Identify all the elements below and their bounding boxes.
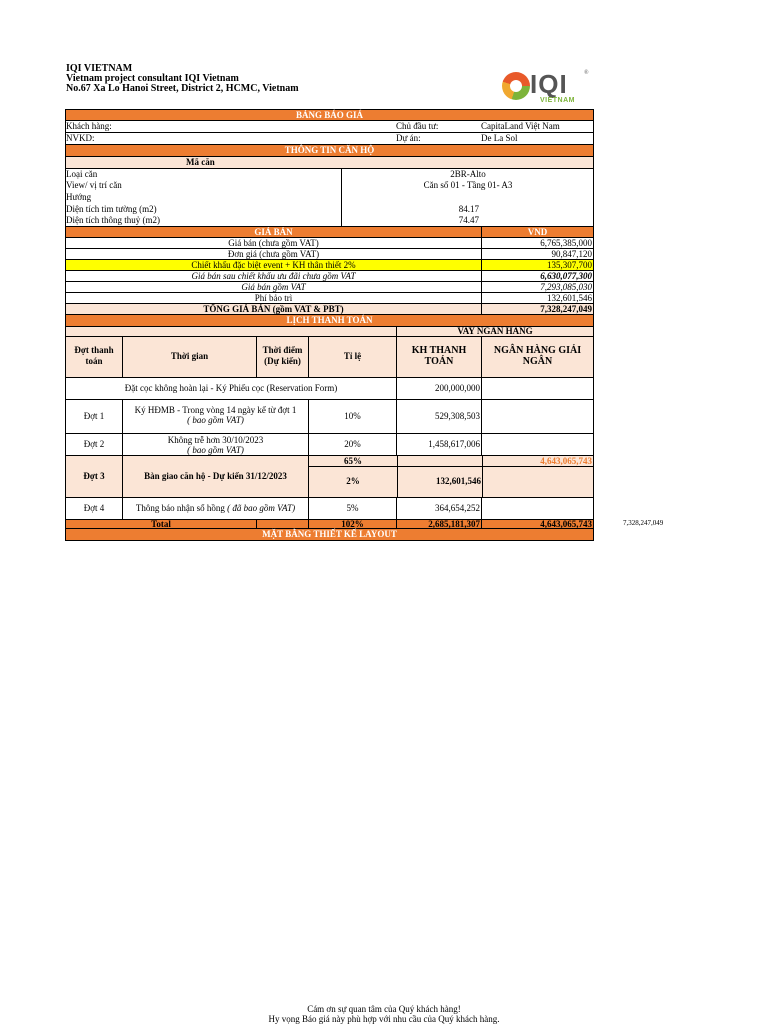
side-total: 7,328,247,049: [623, 519, 664, 527]
quote-title: BẢNG BÁO GIÁ: [65, 109, 594, 121]
col-kh: KH THANH TOÁN: [396, 337, 481, 377]
price-base-value: 6,765,385,000: [481, 238, 593, 248]
d4-time-cell: [122, 498, 308, 519]
project-value: De La Sol: [481, 133, 518, 143]
d3-name: Đợt 3: [83, 471, 105, 481]
iqi-logo: [500, 70, 590, 106]
bank-title-row: [65, 327, 594, 337]
price-after-discount-label: Giá bán sau chiết khấu ưu đãi chưa gồm VAT: [191, 271, 356, 281]
price-header-row: [65, 227, 594, 238]
price-row-discount: [65, 260, 594, 271]
d3-top-row: [308, 456, 593, 467]
col-time: Thời gian: [122, 337, 256, 377]
d2-name: Đợt 2: [83, 439, 105, 449]
d3-bank-a: 4,643,065,743: [482, 456, 593, 466]
total-bank: 4,643,065,743: [481, 520, 593, 528]
price-discount-label: Chiết khấu đặc biệt event + KH thân thiết 2%: [191, 260, 356, 270]
d4-name: Đợt 4: [83, 503, 105, 513]
area-wall-value: 84.17: [458, 204, 479, 214]
installment-4-row: [65, 498, 594, 520]
schedule-header-row: [65, 337, 594, 378]
customer-row: [65, 121, 594, 133]
installment-3-row: [65, 456, 594, 498]
footer: [0, 1004, 768, 1024]
d2-time-cell: [122, 434, 308, 455]
customer-label: Khách hàng:: [66, 121, 112, 131]
deposit-row: [65, 378, 594, 400]
d1-kh: 529,308,503: [396, 400, 481, 433]
price-vat-value: 7,293,085,030: [481, 282, 593, 292]
project-label: Dự án:: [396, 133, 421, 143]
col-bank: NGÂN HÀNG GIẢI NGÂN: [481, 337, 593, 377]
area-clear-value: 74.47: [458, 215, 479, 225]
company-address: No.67 Xa Lo Hanoi Street, District 2, HCMC, Vietnam: [66, 83, 299, 94]
schedule-total-row: [65, 520, 594, 529]
d1-time-cell: [122, 400, 308, 433]
price-row-after-discount: [65, 271, 594, 282]
d3-ratio-a: 65%: [344, 456, 362, 466]
price-currency: VND: [481, 227, 593, 237]
quote-sheet: [65, 109, 594, 541]
installment-1-row: [65, 400, 594, 434]
price-total-row: [65, 304, 594, 315]
price-vat-label: Giá bán gồm VAT: [241, 282, 306, 292]
company-info: [66, 64, 299, 94]
price-unit-label: Đơn giá (chưa gồm VAT): [227, 249, 320, 259]
d1-name: Đợt 1: [83, 411, 105, 421]
d2-time: Không trễ hơn 30/10/2023: [167, 435, 264, 445]
price-maintenance-label: Phí bảo trì: [254, 293, 293, 303]
company-name: IQI VIETNAM: [66, 63, 133, 74]
layout-title: MẶT BẰNG THIẾT KẾ LAYOUT: [65, 529, 594, 541]
total-kh: 2,685,181,307: [396, 520, 481, 528]
d4-kh: 364,654,252: [396, 498, 481, 519]
col-expected: Thời điểm (Dự kiến): [256, 337, 308, 377]
area-wall-label: Diện tích tim tường (m2): [66, 204, 157, 214]
col-installment: Đợt thanh toán: [74, 345, 114, 366]
d4-note: ( đã bao gồm VAT): [227, 503, 296, 513]
d1-time: Ký HĐMB - Trong vòng 14 ngày kể từ đợt 1: [134, 405, 297, 415]
d1-note: ( bao gồm VAT): [187, 415, 244, 425]
d4-time: Thông báo nhận sổ hồng: [135, 503, 225, 513]
d3-kh-b: 132,601,546: [397, 467, 482, 497]
d1-ratio: 10%: [308, 400, 396, 433]
price-row-unit: [65, 249, 594, 260]
total-ratio: 102%: [308, 520, 396, 528]
price-base-label: Giá bán (chưa gồm VAT): [228, 238, 319, 248]
unit-direction-label: Hướng: [66, 192, 92, 202]
price-unit-value: 90,847,120: [481, 249, 593, 259]
logo-circle-icon: [502, 72, 530, 100]
price-row-vat: [65, 282, 594, 293]
installment-2-row: [65, 434, 594, 456]
area-clear-label: Diện tích thông thuỷ (m2): [66, 215, 160, 225]
price-row-maintenance: [65, 293, 594, 304]
unit-info-title: THÔNG TIN CĂN HỘ: [65, 145, 594, 157]
schedule-title: LỊCH THANH TOÁN: [65, 315, 594, 327]
footer-line-1: Cám ơn sự quan tâm của Quý khách hàng!: [307, 1004, 461, 1014]
footer-line-2: Hy vọng Báo giá này phù hợp với nhu cầu của Quý khách hàng.: [268, 1014, 500, 1024]
d2-ratio: 20%: [308, 434, 396, 455]
price-discount-value: 135,307,700: [481, 260, 593, 270]
d4-ratio: 5%: [308, 498, 396, 519]
logo-subtext: VIETNAM: [540, 97, 575, 104]
d2-note: ( bao gồm VAT): [187, 445, 244, 455]
price-after-discount-value: 6,630,077,300: [481, 271, 593, 281]
col-ratio: Tỉ lệ: [308, 337, 396, 377]
unit-view-label: View/ vị trí căn: [66, 180, 122, 190]
unit-view-value: Căn số 01 - Tầng 01- A3: [423, 180, 513, 190]
unit-code-label: Mã căn: [186, 157, 215, 167]
price-maintenance-value: 132,601,546: [481, 293, 593, 303]
price-row-base: [65, 238, 594, 249]
unit-type-value: 2BR-Alto: [450, 169, 486, 179]
bank-title: VAY NGÂN HÀNG: [396, 327, 593, 336]
investor-label: Chủ đầu tư:: [396, 121, 439, 131]
d2-kh: 1,458,617,006: [396, 434, 481, 455]
nvkd-row: [65, 133, 594, 145]
price-total-label: TỔNG GIÁ BÁN (gồm VAT & PBT): [203, 304, 344, 314]
unit-code-row: [65, 157, 594, 169]
d3-time: Bàn giao căn hộ - Dự kiến 31/12/2023: [122, 456, 308, 497]
logo-reg: ®: [584, 70, 589, 76]
investor-value: CapitaLand Việt Nam: [481, 121, 560, 131]
price-total-value: 7,328,247,049: [481, 304, 593, 314]
price-title: GIÁ BÁN: [254, 227, 293, 237]
d3-bottom-row: [308, 467, 593, 497]
unit-info-block: [65, 169, 594, 227]
company-tagline: Vietnam project consultant IQI Vietnam: [66, 73, 239, 84]
deposit-kh: 200,000,000: [396, 378, 481, 399]
nvkd-label: NVKD:: [66, 133, 95, 143]
logo-text: IQI: [530, 69, 568, 99]
deposit-label: Đặt cọc không hoàn lại - Ký Phiếu cọc (Reservation Form): [124, 383, 338, 393]
total-label: Total: [151, 520, 171, 528]
unit-type-label: Loại căn: [66, 169, 98, 179]
d3-ratio-b: 2%: [346, 476, 360, 486]
